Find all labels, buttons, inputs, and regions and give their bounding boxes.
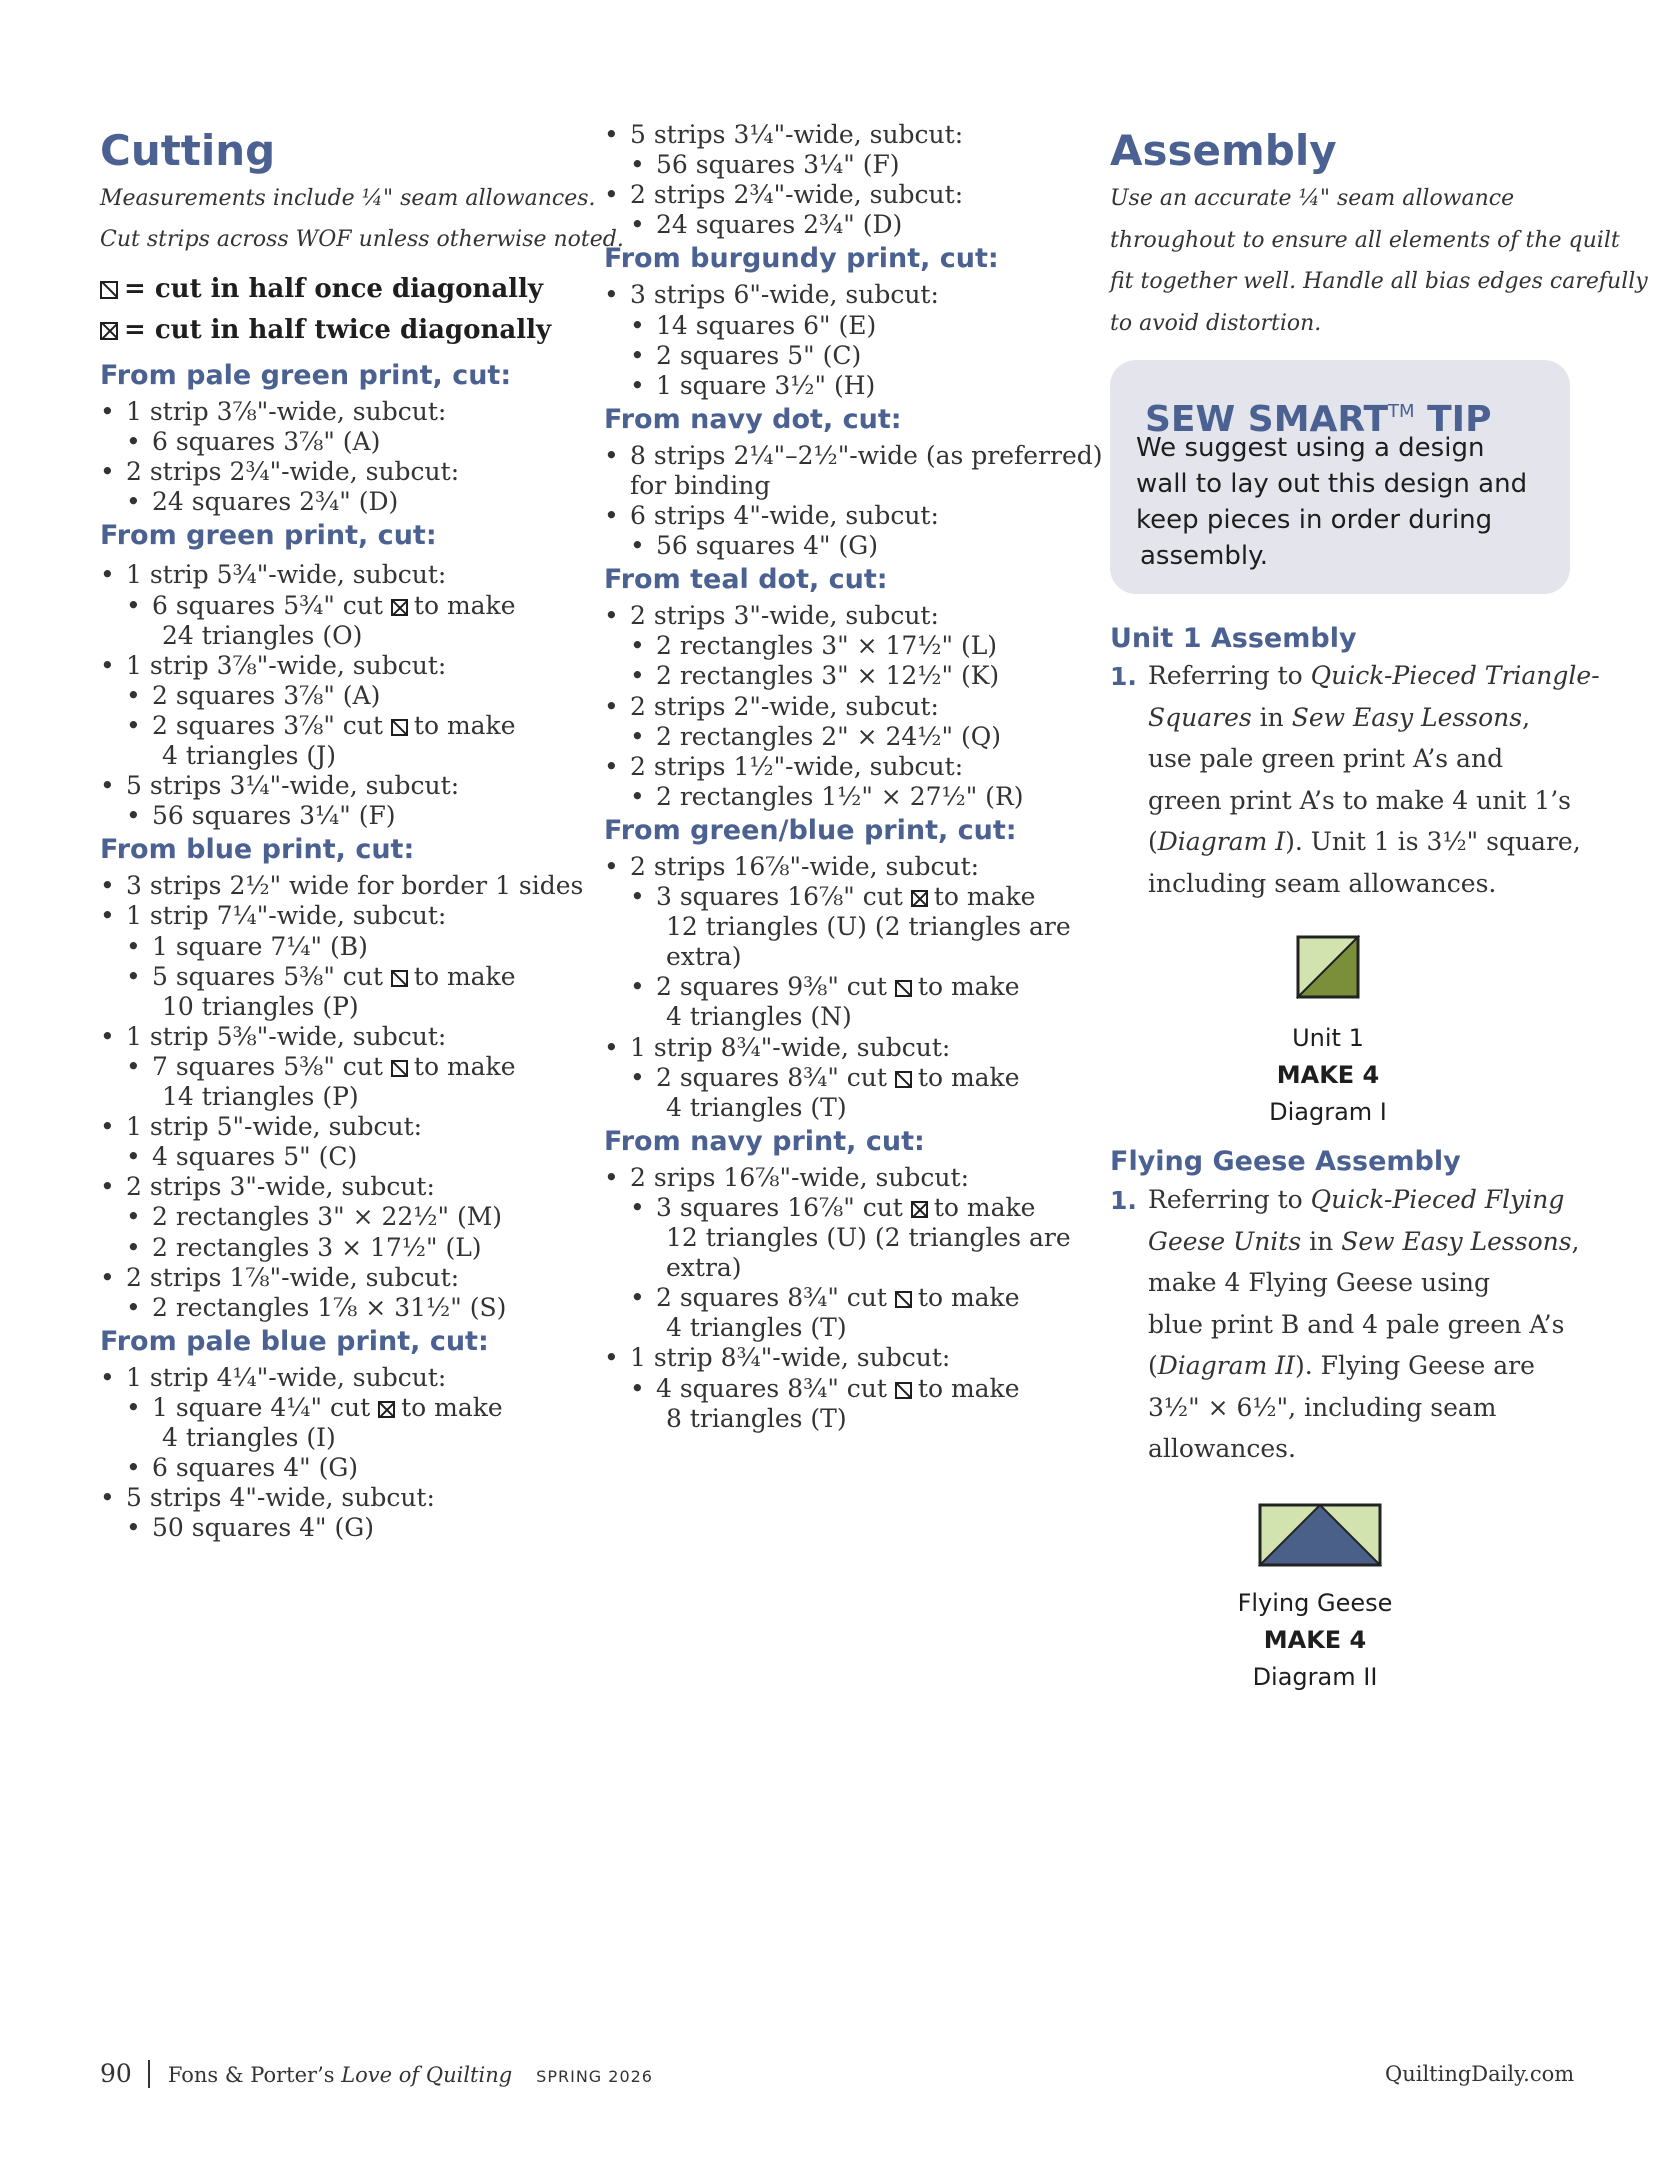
bullet: • (100, 650, 115, 680)
assembly-intro-line: Use an accurate ¼" seam allowance (1110, 186, 1515, 211)
cut-once-diagonal-icon (895, 1382, 912, 1399)
cut-subitem: • 2 rectangles 3" × 17½" (L) (630, 631, 998, 661)
cut-subitem: • 6 squares 5¾" cut to make (126, 590, 516, 620)
legend-twice (100, 314, 551, 346)
step-line: make 4 Flying Geese using (1148, 1268, 1491, 1297)
bullet: • (604, 280, 619, 310)
bullet: • (604, 691, 619, 721)
bullet: • (100, 1362, 115, 1392)
bullet: • (126, 1392, 141, 1422)
cut-once-diagonal-icon (895, 980, 912, 997)
footer-left (100, 2060, 653, 2091)
step-line: including seam allowances. (1148, 868, 1497, 898)
cut-strip-item: • 3 strips 2½" wide for border 1 sides (100, 871, 584, 901)
bullet: • (630, 781, 645, 811)
cut-once-diagonal-icon (895, 1071, 912, 1088)
fabric-section-heading: From teal dot, cut: (604, 564, 888, 596)
bullet: • (604, 1343, 619, 1373)
cut-subitem: • 2 rectangles 1½" × 27½" (R) (630, 781, 1024, 811)
cut-strip-item: • 2 strips 1½"-wide, subcut: (604, 751, 964, 781)
step-line: green print A’s to make 4 unit 1’s (1148, 785, 1572, 815)
bullet: • (126, 1232, 141, 1262)
trademark-mark: TM (1388, 401, 1415, 422)
unit1-diagram (1296, 935, 1360, 999)
cut-strip-item: • 1 strip 4¼"-wide, subcut: (100, 1362, 447, 1392)
cut-subitem: • 50 squares 4" (G) (126, 1513, 374, 1543)
cut-subitem: • 56 squares 4" (G) (630, 531, 878, 561)
bullet: • (630, 310, 645, 340)
cut-subitem: • 3 squares 16⅞" cut to make (630, 1192, 1036, 1222)
bullet: • (630, 1283, 645, 1313)
cut-subitem: • 24 squares 2¾" (D) (126, 487, 399, 517)
assembly-intro-line: throughout to ensure all elements of the quilt (1110, 227, 1620, 253)
unit1-step-number: 1. (1110, 662, 1137, 691)
legend-once-text: = cut in half once diagonally (124, 274, 544, 304)
fabric-section-heading: From blue print, cut: (100, 834, 415, 866)
bullet: • (100, 901, 115, 931)
step-line: Referring to Quick-Pieced Triangle- (1148, 661, 1600, 690)
cut-strip-item: • 3 strips 6"-wide, subcut: (604, 280, 939, 310)
publication-name: Fons & Porter’s (167, 2063, 342, 2087)
flying-geese-diagram (1258, 1503, 1382, 1567)
tip-line: wall to lay out this design and (1136, 469, 1528, 499)
bullet: • (630, 721, 645, 751)
step-line: blue print B and 4 pale green A’s (1148, 1309, 1565, 1339)
geese-step-number: 1. (1110, 1186, 1137, 1215)
cutting-title: Cutting (100, 126, 276, 175)
bullet: • (630, 882, 645, 911)
cut-subitem: • 4 squares 8¾" cut to make (630, 1373, 1020, 1403)
cut-subitem: • 2 squares 5" (C) (630, 340, 862, 370)
cut-subitem: • 2 rectangles 3 × 17½" (L) (126, 1232, 482, 1262)
bullet: • (100, 397, 115, 426)
cut-item-continuation: 24 triangles (O) (162, 620, 363, 650)
cut-twice-diagonal-icon (378, 1401, 395, 1418)
step-line: Referring to Quick-Pieced Flying (1148, 1185, 1565, 1214)
cut-item-continuation: 4 triangles (N) (666, 1002, 852, 1032)
cut-subitem: • 5 squares 5⅜" cut to make (126, 961, 516, 991)
bullet: • (126, 590, 141, 620)
bullet: • (604, 501, 619, 530)
assembly-title: Assembly (1110, 126, 1337, 175)
cut-subitem: • 2 squares 3⅞" cut to make (126, 710, 516, 740)
geese-caption-make: MAKE 4 (1263, 1626, 1367, 1654)
bullet: • (126, 1051, 141, 1081)
cut-twice-diagonal-icon (911, 890, 928, 907)
bullet: • (126, 931, 141, 961)
cut-strip-item: • 2 strips 2¾"-wide, subcut: (604, 180, 964, 210)
bullet: • (100, 1262, 115, 1292)
bullet: • (604, 1162, 619, 1192)
fabric-section-heading: From pale blue print, cut: (100, 1325, 489, 1357)
legend-once (100, 273, 543, 305)
cut-subitem: • 7 squares 5⅜" cut to make (126, 1051, 516, 1081)
cut-strip-item: • 1 strip 8¾"-wide, subcut: (604, 1343, 951, 1373)
cut-once-diagonal-icon (391, 970, 408, 987)
bullet: • (126, 1202, 141, 1232)
bullet: • (604, 180, 619, 210)
bullet: • (604, 440, 619, 470)
bullet: • (630, 1062, 645, 1092)
bullet: • (126, 1453, 141, 1483)
cut-subitem: • 56 squares 3¼" (F) (126, 801, 396, 831)
bullet: • (100, 560, 115, 590)
unit1-caption-diagram: Diagram I (1269, 1098, 1387, 1126)
cut-strip-item: • 2 srips 16⅞"-wide, subcut: (604, 1162, 969, 1192)
bullet: • (630, 1373, 645, 1403)
cut-subitem: • 2 squares 3⅞" (A) (126, 680, 381, 710)
footer-divider (148, 2060, 150, 2088)
cut-subitem: • 3 squares 16⅞" cut to make (630, 882, 1036, 911)
cut-subitem: • 4 squares 5" (C) (126, 1142, 358, 1172)
bullet: • (604, 751, 619, 781)
cut-strip-item: • 5 strips 3¼"-wide, subcut: (604, 120, 964, 149)
bullet: • (604, 1032, 619, 1062)
unit1-caption-name: Unit 1 (1292, 1024, 1364, 1052)
cut-strip-item: • 1 strip 8¾"-wide, subcut: (604, 1032, 951, 1062)
bullet: • (126, 680, 141, 710)
bullet: • (630, 370, 645, 400)
cut-strip-item: • 1 strip 7¼"-wide, subcut: (100, 901, 447, 931)
bullet: • (100, 771, 115, 801)
bullet: • (126, 961, 141, 991)
cut-item-continuation: 12 triangles (U) (2 triangles are (666, 912, 1071, 942)
cut-item-continuation: for binding (630, 470, 771, 500)
bullet: • (100, 457, 115, 487)
cut-item-continuation: extra) (666, 942, 742, 972)
bullet: • (126, 1142, 141, 1172)
step-line: allowances. (1148, 1434, 1296, 1463)
cut-once-diagonal-icon (391, 719, 408, 736)
cut-subitem: • 2 squares 8¾" cut to make (630, 1062, 1020, 1092)
cut-subitem: • 2 rectangles 3" × 22½" (M) (126, 1202, 503, 1232)
cut-item-continuation: 4 triangles (T) (666, 1092, 847, 1122)
cut-strip-item: • 1 strip 5¾"-wide, subcut: (100, 560, 447, 590)
tip-line: We suggest using a design (1136, 433, 1485, 463)
fabric-section-heading: From green print, cut: (100, 520, 437, 552)
cut-item-continuation: 10 triangles (P) (162, 991, 359, 1021)
cut-item-continuation: extra) (666, 1253, 742, 1283)
cut-subitem: • 2 rectangles 1⅞ × 31½" (S) (126, 1292, 507, 1322)
bullet: • (100, 871, 115, 901)
flying-geese-heading: Flying Geese Assembly (1110, 1146, 1461, 1177)
bullet: • (126, 710, 141, 740)
bullet: • (630, 340, 645, 370)
bullet: • (604, 601, 619, 631)
cut-subitem: • 1 square 7¼" (B) (126, 931, 368, 961)
sew-smart-tip-title: SEW SMART™ TIP (1145, 399, 1492, 440)
cut-strip-item: • 1 strip 5"-wide, subcut: (100, 1112, 423, 1142)
fabric-section-heading: From burgundy print, cut: (604, 243, 999, 275)
cut-once-diagonal-icon (100, 281, 118, 299)
assembly-intro-line: fit together well. Handle all bias edges carefully (1110, 269, 1648, 294)
step-line: 3½" × 6½", including seam (1148, 1392, 1497, 1422)
cutting-note-wof: Cut strips across WOF unless otherwise noted. (100, 227, 624, 252)
bullet: • (630, 972, 645, 1002)
cut-item-continuation: 4 triangles (I) (162, 1423, 336, 1452)
diagram-i-caption (1178, 1020, 1478, 1131)
geese-caption-name: Flying Geese (1237, 1589, 1393, 1617)
tip-line: keep pieces in order during (1136, 505, 1493, 535)
cut-twice-diagonal-icon (100, 322, 118, 340)
cut-item-continuation: 8 triangles (T) (666, 1403, 847, 1433)
bullet: • (630, 150, 645, 180)
cut-item-continuation: 14 triangles (P) (162, 1082, 359, 1111)
bullet: • (126, 1513, 141, 1543)
bullet: • (604, 120, 619, 149)
cut-subitem: • 6 squares 4" (G) (126, 1453, 359, 1483)
bullet: • (126, 801, 141, 831)
cut-strip-item: • 5 strips 4"-wide, subcut: (100, 1483, 435, 1513)
cut-subitem: • 2 squares 8¾" cut to make (630, 1283, 1020, 1313)
bullet: • (604, 851, 619, 881)
cutting-note-seam: Measurements include ¼" seam allowances. (100, 186, 596, 211)
bullet: • (630, 210, 645, 240)
issue-season: SPRING 2026 (536, 2067, 653, 2086)
cut-subitem: • 2 rectangles 2" × 24½" (Q) (630, 721, 1001, 751)
tip-line: assembly. (1140, 541, 1269, 571)
cut-strip-item: • 6 strips 4"-wide, subcut: (604, 501, 939, 530)
cut-strip-item: • 1 strip 3⅞"-wide, subcut: (100, 397, 447, 426)
unit1-caption-make: MAKE 4 (1276, 1061, 1380, 1089)
cut-subitem: • 2 rectangles 3" × 12½" (K) (630, 661, 1000, 691)
sew-smart-tip-box (1110, 360, 1570, 594)
fabric-section-heading: From green/blue print, cut: (604, 814, 1017, 846)
cut-strip-item: • 8 strips 2¼"–2½"-wide (as preferred) (604, 440, 1103, 470)
sew-smart-tip-text (1136, 430, 1527, 574)
cut-strip-item: • 2 strips 16⅞"-wide, subcut: (604, 851, 980, 881)
legend-twice-text: = cut in half twice diagonally (124, 315, 552, 345)
cut-subitem: • 2 squares 9⅜" cut to make (630, 972, 1020, 1002)
cut-twice-diagonal-icon (391, 599, 408, 616)
step-line: use pale green print A’s and (1148, 744, 1504, 773)
bullet: • (100, 1172, 115, 1202)
bullet: • (126, 1292, 141, 1322)
step-line: (Diagram II). Flying Geese are (1148, 1351, 1535, 1380)
assembly-intro-line: to avoid distortion. (1110, 310, 1322, 336)
cut-subitem: • 6 squares 3⅞" (A) (126, 427, 381, 457)
cut-twice-diagonal-icon (911, 1201, 928, 1218)
cut-strip-item: • 1 strip 3⅞"-wide, subcut: (100, 650, 447, 680)
cut-strip-item: • 2 strips 3"-wide, subcut: (100, 1172, 435, 1202)
cut-strip-item: • 2 strips 3"-wide, subcut: (604, 601, 939, 631)
cut-item-continuation: 12 triangles (U) (2 triangles are (666, 1223, 1071, 1252)
magazine-name: Love of Quilting (341, 2063, 513, 2087)
bullet: • (100, 1483, 115, 1513)
bullet: • (100, 1112, 115, 1142)
geese-caption-diagram: Diagram II (1252, 1663, 1378, 1691)
cut-strip-item: • 1 strip 5⅜"-wide, subcut: (100, 1021, 447, 1051)
cut-strip-item: • 5 strips 3¼"-wide, subcut: (100, 771, 460, 801)
fabric-section-heading: From navy print, cut: (604, 1125, 925, 1157)
step-line: Squares in Sew Easy Lessons, (1148, 702, 1531, 732)
bullet: • (630, 631, 645, 661)
cut-strip-item: • 2 strips 2¾"-wide, subcut: (100, 457, 460, 487)
bullet: • (126, 427, 141, 457)
bullet: • (630, 531, 645, 561)
cut-item-continuation: 4 triangles (J) (162, 741, 336, 770)
cut-once-diagonal-icon (895, 1291, 912, 1308)
website-link[interactable]: QuiltingDaily.com (1385, 2062, 1575, 2086)
unit1-heading: Unit 1 Assembly (1110, 623, 1357, 654)
cut-once-diagonal-icon (391, 1060, 408, 1077)
page-number: 90 (100, 2059, 132, 2088)
fabric-section-heading: From pale green print, cut: (100, 360, 512, 391)
bullet: • (630, 661, 645, 691)
bullet: • (100, 1021, 115, 1051)
cut-subitem: • 56 squares 3¼" (F) (630, 150, 900, 180)
diagram-ii-caption (1165, 1585, 1465, 1696)
fabric-section-heading: From navy dot, cut: (604, 403, 902, 435)
cut-subitem: • 24 squares 2¾" (D) (630, 210, 903, 240)
cut-subitem: • 1 square 4¼" cut to make (126, 1392, 503, 1422)
cut-subitem: • 1 square 3½" (H) (630, 370, 876, 400)
cut-subitem: • 14 squares 6" (E) (630, 310, 877, 340)
bullet: • (630, 1192, 645, 1222)
cut-item-continuation: 4 triangles (T) (666, 1313, 847, 1343)
cut-strip-item: • 2 strips 1⅞"-wide, subcut: (100, 1262, 460, 1292)
step-line: (Diagram I). Unit 1 is 3½" square, (1148, 827, 1581, 856)
bullet: • (126, 487, 141, 517)
cut-strip-item: • 2 strips 2"-wide, subcut: (604, 691, 939, 721)
step-line: Geese Units in Sew Easy Lessons, (1148, 1226, 1580, 1256)
